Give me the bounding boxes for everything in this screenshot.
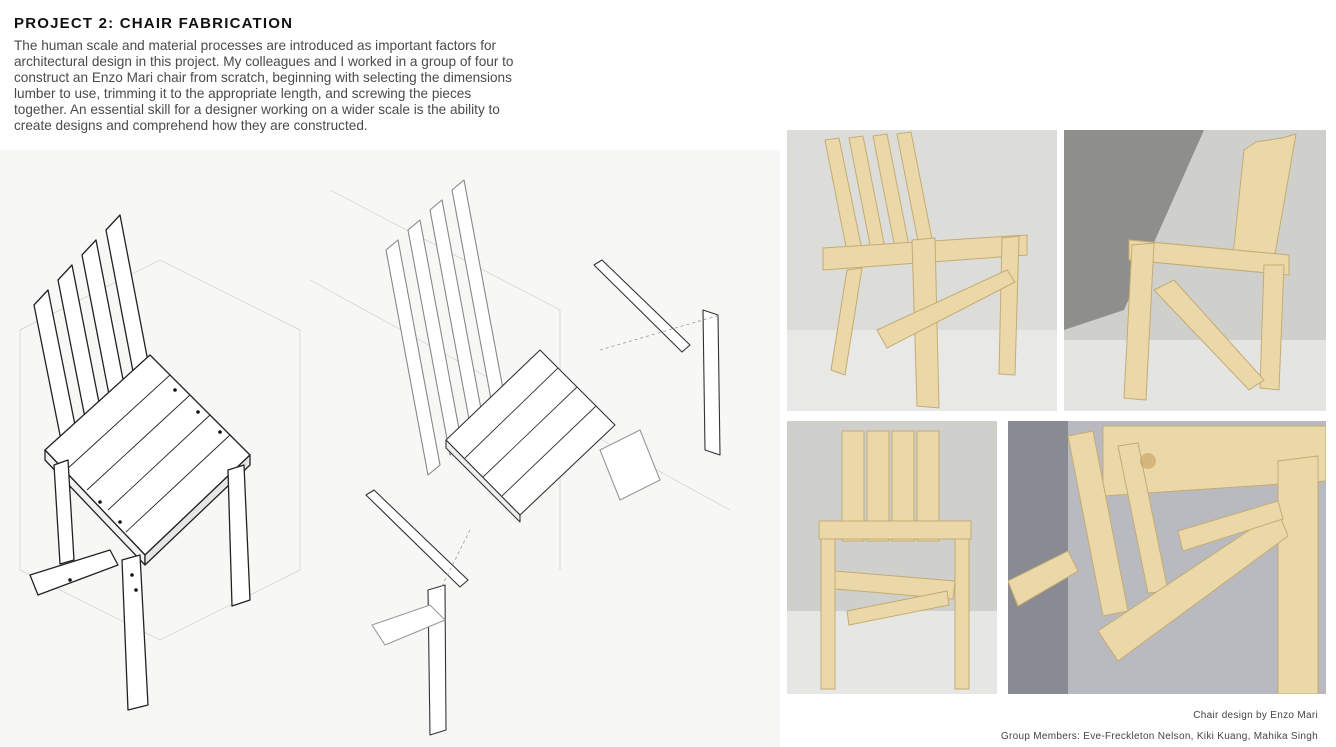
chair-photo-front-angle bbox=[787, 130, 1057, 411]
group-members: Group Members: Eve-Freckleton Nelson, Kiki Kuang, Mahika Singh bbox=[1000, 731, 1318, 742]
chair-photo-detail bbox=[1008, 421, 1326, 694]
page-title: PROJECT 2: CHAIR FABRICATION bbox=[14, 15, 294, 32]
chair-design-credit: Chair design by Enzo Mari bbox=[1193, 710, 1318, 721]
chair-photo-side-angle bbox=[1064, 130, 1326, 411]
chair-axonometric-drawings bbox=[0, 150, 780, 747]
project-description: The human scale and material processes are introduced as important factors for architectural design in this project. My colleagues and I worked in a group of four to construct an Enzo Mari chair from scratch, beginning with selecting the dimensions lumber to use, trimming it to the appropriate length, and screwing the pieces together. An essential skill for a designer working on a wider scale is the ability to create designs and comprehend how they are constructed. bbox=[14, 38, 514, 133]
chair-photo-front-view bbox=[787, 421, 997, 694]
